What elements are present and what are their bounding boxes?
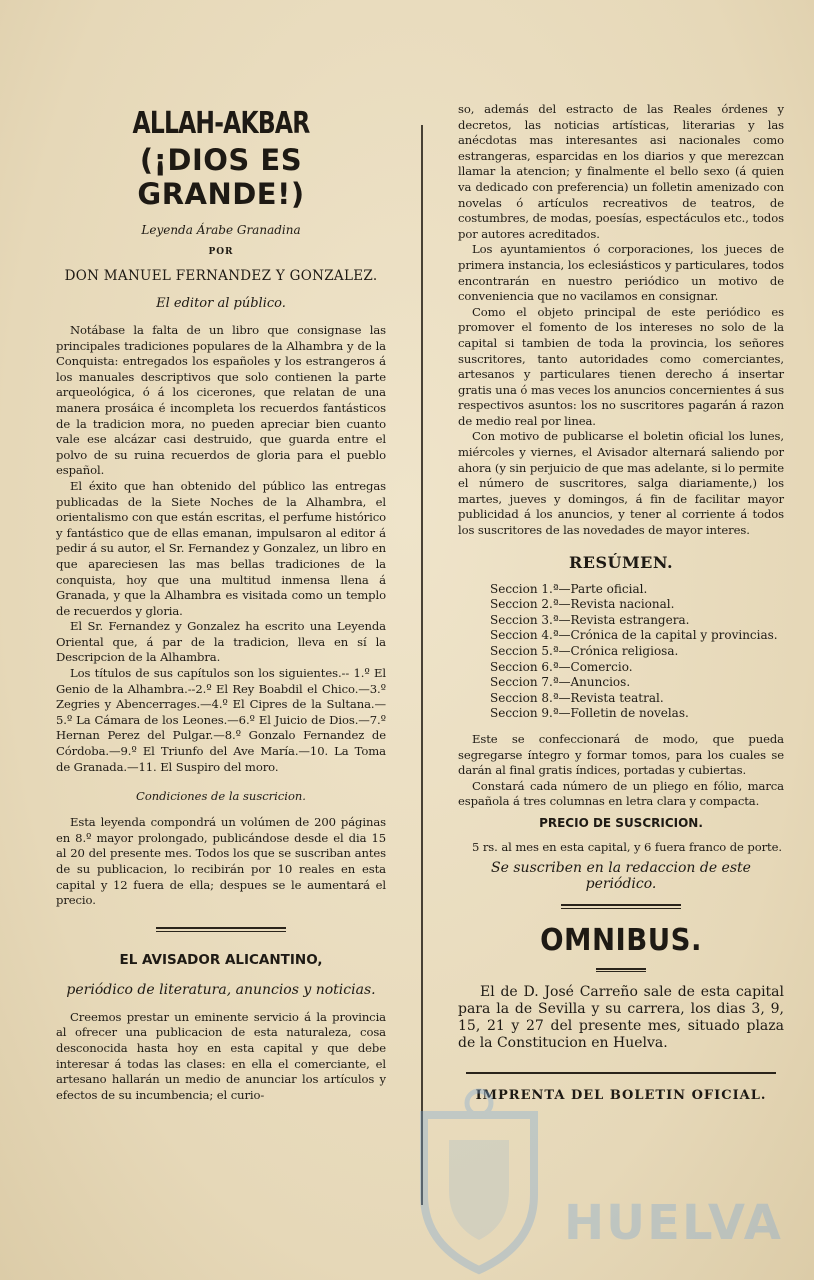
right-column [458, 102, 784, 1103]
section-rule [561, 904, 681, 909]
omnibus-text: El de D. José Carreño sale de esta capital para la de Sevilla y su carrera, los dias 3, 9, 15, 21 y 27 del presente mes, situado plaza de la Constitucion en Huelva. [458, 983, 784, 1051]
paragraph: Constará cada número de un pliego en fólio, marca española á tres columnas en letra clara y compacta. [458, 778, 784, 809]
paragraph: so, además del estracto de las Reales órdenes y decretos, las noticias artísticas, literarias y las anécdotas mas interesantes asi nacionales como estrangeras, esparcidas en los diarios y que merezcan llamar la atencion; y finalmente el bello sexo (á quien va dedicado con preferencia) un folletin amenizado con novelas ó artículos recreativos de teatros, de costumbres, de modas, poesías, espectáculos etc., todos por autores acreditados. [458, 102, 784, 241]
avisador-text: Creemos prestar un eminente servicio á la provincia al ofrecer una publicacion de esta naturaleza, cosa desconocida hasta hoy en esta capital y que debe interesar á todas las clases: en ella el comerciante, el artesano hallarán un medio de anunciar los artículos y efectos de su incumbencia; el curio- [56, 1009, 386, 1102]
list-item: Seccion 3.ª—Revista estrangera. [490, 612, 690, 627]
left-column [56, 98, 386, 1103]
paragraph: Los ayuntamientos ó corporaciones, los jueces de primera instancia, los eclesiásticos y particulares, todos encontrarán en nuestro periódico un motivo de conveniencia que no vacilamos en consignar. [458, 242, 784, 304]
paragraph: El éxito que han obtenido del público las entregas publicadas de la Siete Noches de la Alhambra, el orientalismo con que están escritas, el perfume histórico y fantástico que de ellas emanan, impulsaron al editor á pedir á su autor, el Sr. Fernandez y Gonzalez, un libro en que apareciesen las mas bellas tradiciones de la conquista, hoy que una multitud inmensa llena á Granada, y que la Alhambra es visitada como un templo de recuerdos y gloria. [56, 478, 386, 618]
list-item: Seccion 8.ª—Revista teatral. [490, 690, 664, 705]
paragraph: El Sr. Fernandez y Gonzalez ha escrito una Leyenda Oriental que, á par de la tradicion, lleva en sí la Descripcion de la Alhambra. [56, 619, 386, 665]
list-item: Seccion 1.ª—Parte oficial. [490, 581, 648, 596]
list-item: Seccion 9.ª—Folletin de novelas. [490, 706, 689, 721]
watermark-label: HUELVA [564, 1195, 783, 1251]
column-divider [421, 125, 423, 1205]
author-name: DON MANUEL FERNANDEZ Y GONZALEZ. [64, 268, 378, 284]
legend-subtitle: Leyenda Árabe Granadina [141, 223, 301, 237]
crest-icon [404, 1085, 554, 1275]
section-rule [596, 968, 646, 972]
avisador-subtitle: periódico de literatura, anuncios y noticias. [66, 981, 376, 998]
avisador-heading: EL AVISADOR ALICANTINO, [119, 951, 323, 968]
printer-imprint: IMPRENTA DEL BOLETIN OFICIAL. [475, 1087, 767, 1103]
paragraph: Este se confeccionará de modo, que pueda segregarse íntegro y formar tomos, para los cuales se darán al final gratis índices, portadas y cubiertas. [458, 731, 784, 778]
resumen-heading: RESÚMEN. [568, 552, 674, 572]
conditions-text: Esta leyenda compondrá un volúmen de 200 páginas en 8.º mayor prolongado, publicándose desde el dia 15 al 20 del presente mes. Todos los que se suscriban antes de su publicacion, lo recibirán por 10 reales en esta capital y 12 fuera de ella; despues se le aumentará el precio. [56, 815, 386, 908]
paragraph: Los títulos de sus capítulos son los siguientes.-- 1.º El Genio de la Alhambra.--2.º El Rey Boabdil el Chico.—3.º Zegries y Abencerrages.—4.º El Cipres de la Sultana.—5.º La Cámara de los Leones.—6.º El Juicio de Dios.—7.º Hernan Perez del Pulgar.—8.º Gonzalo Fernandez de Córdoba.—9.º El Triunfo del Ave María.—10. La Toma de Granada.—11. El Suspiro del moro. [56, 666, 386, 774]
list-item: Seccion 2.ª—Revista nacional. [490, 597, 675, 612]
footer-rule [466, 1072, 776, 1074]
subtitle-dios-es-grande: (¡DIOS ES GRANDE!) [137, 143, 305, 211]
omnibus-heading: OMNIBUS. [540, 922, 702, 958]
list-item: Seccion 5.ª—Crónica religiosa. [490, 644, 679, 658]
subscribe-line: Se suscriben en la redaccion de este periódico. [491, 859, 751, 892]
section-rule [156, 927, 286, 932]
list-item: Seccion 6.ª—Comercio. [490, 659, 633, 674]
editor-heading: El editor al público. [156, 296, 286, 311]
sections-list [458, 582, 784, 722]
paragraph: Notábase la falta de un libro que consignase las principales tradiciones populares de la Alhambra y de la Conquista: entregados los españoles y los estrangeros á los manuales descriptivos que solo contienen la parte arqueológica, ó á los cicerones, que relatan de una manera prosáica é incompleta los recuerdos fantásticos de la tradicion mora, no pueden apreciar bien cuanto vale ese alcázar casi destruido, que guarda entre el polvo de su ruina recuerdos de gloria para el pueblo español. [56, 323, 386, 478]
list-item: Seccion 4.ª—Crónica de la capital y provincias. [490, 628, 778, 643]
paragraph: Como el objeto principal de este periódico es promover el fomento de los intereses no solo de la capital si tambien de toda la provincia, los señores suscritores, tanto autoridades como comerciantes, artesanos y particulares tienen derecho á insertar gratis una ó mas veces los anuncios concernientes á sus respectivos asuntos: los no suscritores pagarán á razon de medio real por linea. [458, 304, 784, 428]
paragraph: Con motivo de publicarse el boletin oficial los lunes, miércoles y viernes, el Avisador alternará saliendo por ahora (y sin perjuicio de que mas adelante, si lo permite el número de suscritores, salga diariamente,) los martes, jueves y domingos, á fin de facilitar mayor publicidad á los anuncios, y tener al corriente á todos los suscritores de las novedades de mayor interes. [458, 429, 784, 538]
list-item: Seccion 7.ª—Anuncios. [490, 675, 631, 690]
price-text: 5 rs. al mes en esta capital, y 6 fuera franco de porte. [472, 839, 782, 854]
by-label: POR [208, 247, 234, 257]
conditions-heading: Condiciones de la suscricion. [136, 789, 306, 804]
library-watermark [404, 1085, 783, 1275]
price-heading: PRECIO DE SUSCRICION. [539, 815, 703, 830]
title-allah-akbar: ALLAH-AKBAR [132, 106, 310, 141]
